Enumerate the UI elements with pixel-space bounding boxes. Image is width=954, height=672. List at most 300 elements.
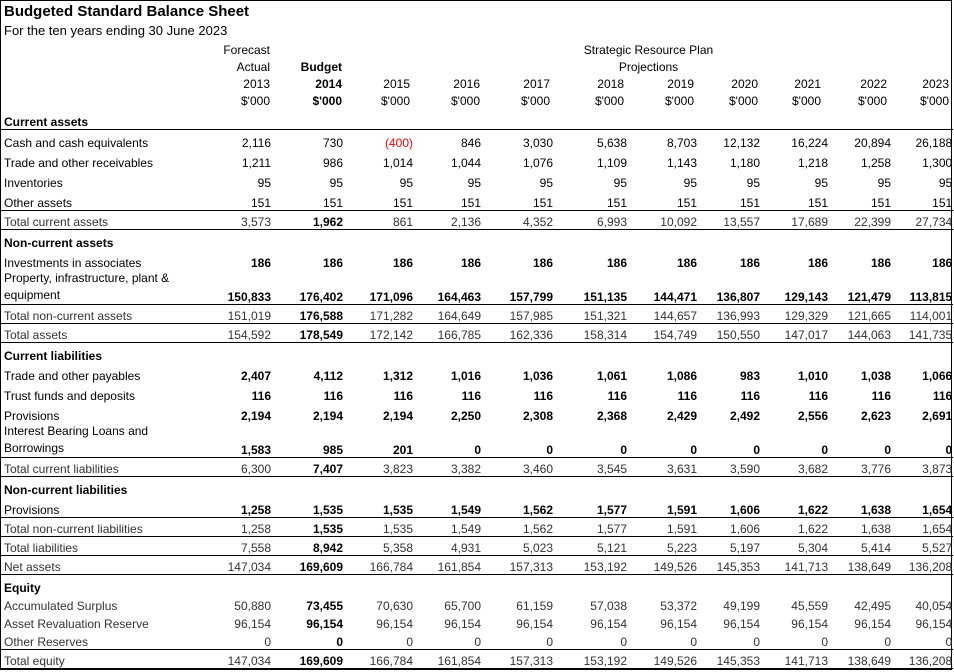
column-header-unit: $'000 [792, 94, 821, 108]
cell-value: 186 [250, 256, 271, 270]
row-label: Trade and other receivables [4, 156, 153, 170]
row-label: Interest Bearing Loans and Borrowings [4, 424, 149, 455]
cell-value: 186 [322, 256, 343, 270]
cell-value: 10,092 [628, 211, 698, 230]
cell-value: 2,116 [206, 130, 272, 151]
cell-value: 3,590 [698, 458, 761, 477]
table-row [1, 250, 953, 270]
cell-value: 61,159 [516, 599, 553, 613]
cell-value: 26,188 [892, 130, 953, 151]
cell-value: 3,460 [482, 458, 554, 477]
section-header [1, 109, 953, 130]
column-header-l2 [451, 59, 480, 76]
cell-value: 171,096 [369, 290, 413, 304]
cell-value: 1,535 [312, 503, 343, 517]
cell-value: 1,044 [450, 156, 481, 170]
row-label: Inventories [4, 176, 63, 190]
cell-value: 0 [884, 635, 891, 649]
cell-value: 95 [539, 176, 553, 190]
cell-value: 983 [739, 369, 760, 383]
cell-value: 730 [272, 130, 344, 151]
cell-value: 22,399 [829, 211, 892, 230]
cell-value: 5,527 [892, 537, 953, 556]
row-label: Trust funds and deposits [4, 389, 135, 403]
cell-value: 3,382 [414, 458, 482, 477]
cell-value: 70,630 [376, 599, 413, 613]
cell-value: 7,407 [272, 458, 344, 477]
column-header-unit: $'000 [920, 94, 949, 108]
row-label: Accumulated Surplus [4, 599, 118, 613]
cell-value: 2,429 [666, 409, 697, 423]
row-label: Investments in associates [4, 256, 142, 270]
row-label: Cash and cash equivalents [1, 130, 206, 151]
cell-value: 2,194 [240, 409, 271, 423]
cell-value: 53,372 [660, 599, 697, 613]
cell-value: 0 [336, 635, 343, 649]
cell-value: 147,034 [206, 650, 272, 669]
cell-value: 96,154 [723, 617, 760, 631]
row-label: Total equity [1, 650, 206, 669]
cell-value: 1,535 [272, 518, 344, 537]
cell-value: 1,606 [729, 503, 760, 517]
section-label: Current liabilities [4, 349, 103, 363]
cell-value: 154,592 [206, 324, 272, 343]
section-label: Current assets [4, 115, 89, 129]
balance-table [1, 109, 953, 669]
cell-value: 149,526 [628, 650, 698, 669]
column-header-unit: $'000 [595, 94, 624, 108]
cell-value: 151 [322, 196, 343, 210]
cell-value: 96,154 [791, 617, 828, 631]
cell-value: 2,194 [382, 409, 413, 423]
cell-value: 147,034 [206, 556, 272, 575]
cell-value: 116 [533, 389, 553, 403]
section-header [1, 230, 953, 251]
total-row [1, 631, 953, 650]
cell-value: 1,638 [829, 518, 892, 537]
cell-value: 2,623 [860, 409, 891, 423]
cell-value: 861 [344, 211, 414, 230]
sheet-subtitle: For the ten years ending 30 June 2023 [4, 23, 228, 38]
cell-value: 116 [393, 389, 413, 403]
cell-value: 0 [821, 443, 828, 457]
cell-value: 95 [467, 176, 481, 190]
cell-value: 1,583 [240, 443, 271, 457]
cell-value: 1,180 [729, 156, 760, 170]
cell-value: 162,336 [482, 324, 554, 343]
cell-value: 1,010 [797, 369, 828, 383]
cell-value: 13,557 [698, 211, 761, 230]
cell-value: 114,001 [892, 305, 953, 324]
cell-value: 169,609 [272, 556, 344, 575]
cell-value: 1,016 [450, 369, 481, 383]
table-row [1, 270, 953, 305]
cell-value: 136,993 [698, 305, 761, 324]
cell-value: 2,194 [312, 409, 343, 423]
cell-value: 1,076 [522, 156, 553, 170]
cell-value: 121,479 [847, 290, 891, 304]
cell-value: 116 [871, 389, 891, 403]
row-label: Total liabilities [1, 537, 206, 556]
cell-value: 1,622 [797, 503, 828, 517]
cell-value: 201 [392, 443, 413, 457]
cell-value: 2,308 [522, 409, 553, 423]
column-header-l1 [792, 42, 821, 59]
cell-value: 151 [932, 196, 953, 210]
cell-value: 5,638 [554, 130, 628, 151]
cell-value: 157,985 [482, 305, 554, 324]
column-header-year: 2013 [243, 77, 270, 91]
cell-value: 3,873 [892, 458, 953, 477]
column-header-year: 2021 [794, 77, 821, 91]
cell-value: 96,154 [376, 617, 413, 631]
cell-value: 166,785 [414, 324, 482, 343]
cell-value: 171,282 [344, 305, 414, 324]
group-label-srp: Strategic Resource Plan [583, 43, 714, 57]
column-header-2014 [301, 42, 342, 110]
cell-value: 95 [877, 176, 891, 190]
cell-value: 0 [690, 443, 697, 457]
cell-value: 3,030 [482, 130, 554, 151]
cell-value: 0 [546, 635, 553, 649]
column-header-l1 [729, 42, 758, 59]
cell-value: 153,192 [554, 650, 628, 669]
column-header-l1 [381, 42, 410, 59]
cell-value: 158,314 [554, 324, 628, 343]
cell-value: 186 [606, 256, 627, 270]
column-header-2023 [920, 42, 949, 110]
cell-value: 1,962 [272, 211, 344, 230]
column-header-year: 2017 [523, 77, 550, 91]
cell-value: 1,562 [522, 503, 553, 517]
cell-value: 176,402 [299, 290, 343, 304]
table-row [1, 403, 953, 423]
cell-value: 1,014 [382, 156, 413, 170]
cell-value: 0 [620, 635, 627, 649]
cell-value: 161,854 [414, 556, 482, 575]
column-header-2020 [729, 42, 758, 110]
column-header-l1 [595, 42, 624, 59]
cell-value: 186 [532, 256, 553, 270]
cell-value: 151 [807, 196, 828, 210]
column-header-2015 [381, 42, 410, 110]
cell-value: 1,606 [698, 518, 761, 537]
cell-value: 186 [676, 256, 697, 270]
column-header-unit: $'000 [312, 94, 342, 108]
cell-value: 96,154 [660, 617, 697, 631]
column-header-2022 [858, 42, 887, 110]
cell-value: 149,526 [628, 556, 698, 575]
column-header-unit: $'000 [241, 94, 270, 108]
cell-value: 151 [532, 196, 553, 210]
section-label: Non-current assets [4, 236, 114, 250]
cell-value: 0 [884, 443, 891, 457]
section-header [1, 477, 953, 498]
cell-value: 166,784 [344, 650, 414, 669]
cell-value: 116 [808, 389, 828, 403]
cell-value: 3,682 [761, 458, 829, 477]
total-row [1, 537, 953, 556]
cell-value: 96,154 [854, 617, 891, 631]
cell-value: 186 [932, 256, 953, 270]
cell-value: 0 [264, 635, 271, 649]
total-row [1, 518, 953, 537]
column-header-l1: Forecast [223, 43, 270, 57]
cell-value: 1,622 [761, 518, 829, 537]
cell-value: 8,703 [628, 130, 698, 151]
cell-value: 141,713 [761, 650, 829, 669]
column-header-unit: $'000 [858, 94, 887, 108]
cell-value: 5,023 [482, 537, 554, 556]
cell-value: 45,559 [791, 599, 828, 613]
total-row [1, 305, 953, 324]
cell-value: 151 [870, 196, 891, 210]
cell-value: 129,143 [784, 290, 828, 304]
cell-value: 136,208 [892, 556, 953, 575]
column-header-year: 2016 [453, 77, 480, 91]
cell-value: 0 [474, 635, 481, 649]
cell-value: 1,300 [922, 156, 953, 170]
column-header-l1 [451, 42, 480, 59]
table-row [1, 383, 953, 403]
cell-value: 150,833 [227, 290, 271, 304]
cell-value: 166,784 [344, 556, 414, 575]
cell-value: 96,154 [915, 617, 953, 631]
column-header-l2 [381, 59, 410, 76]
cell-value: 178,549 [272, 324, 344, 343]
cell-value: 136,807 [716, 290, 760, 304]
cell-value: 157,313 [482, 650, 554, 669]
cell-value: 50,880 [234, 599, 271, 613]
column-header-2016 [451, 42, 480, 110]
section-label: Equity [4, 581, 41, 595]
cell-value: 95 [329, 176, 343, 190]
column-header-year: 2018 [597, 77, 624, 91]
row-label: Total non-current assets [1, 305, 206, 324]
column-header-2017 [521, 42, 550, 110]
cell-value: 116 [740, 389, 760, 403]
column-header-l2 [792, 59, 821, 76]
cell-value: 40,054 [915, 599, 953, 613]
cell-value: 20,894 [829, 130, 892, 151]
table-row [1, 170, 953, 190]
column-header-l1 [858, 42, 887, 59]
cell-value: 16,224 [761, 130, 829, 151]
cell-value: 157,799 [509, 290, 553, 304]
cell-value: 0 [406, 635, 413, 649]
cell-value: 1,638 [860, 503, 891, 517]
column-header-l2 [729, 59, 758, 76]
total-row [1, 556, 953, 575]
cell-value: 95 [746, 176, 760, 190]
cell-value: 5,414 [829, 537, 892, 556]
row-label: Total current assets [1, 211, 206, 230]
cell-value: 145,353 [698, 650, 761, 669]
table-row [1, 130, 953, 151]
row-label: Total assets [1, 324, 206, 343]
cell-value: 157,313 [482, 556, 554, 575]
cell-value: 151 [606, 196, 627, 210]
column-header-year: 2023 [922, 77, 949, 91]
column-header-l2 [920, 59, 949, 76]
row-label: Trade and other payables [4, 369, 141, 383]
cell-value: 141,735 [892, 324, 953, 343]
cell-value: 169,609 [272, 650, 344, 669]
cell-value: 3,545 [554, 458, 628, 477]
cell-value: 96,154 [234, 617, 271, 631]
cell-value: 172,142 [344, 324, 414, 343]
cell-value: 4,352 [482, 211, 554, 230]
cell-value: 164,649 [414, 305, 482, 324]
cell-value: 95 [613, 176, 627, 190]
column-header-year: 2015 [383, 77, 410, 91]
cell-value: 151,135 [583, 290, 627, 304]
table-row [1, 150, 953, 170]
cell-value: 95 [683, 176, 697, 190]
cell-value: 116 [251, 389, 271, 403]
column-header-unit: $'000 [729, 94, 758, 108]
cell-value: 186 [807, 256, 828, 270]
cell-value: 0 [821, 635, 828, 649]
cell-value: 1,061 [596, 369, 627, 383]
cell-value: 7,558 [206, 537, 272, 556]
sheet-title: Budgeted Standard Balance Sheet [4, 3, 250, 20]
cell-value: 0 [546, 443, 553, 457]
cell-value: 164,463 [437, 290, 481, 304]
cell-value: 2,691 [922, 409, 953, 423]
cell-value: 5,223 [628, 537, 698, 556]
section-header [1, 343, 953, 364]
cell-value: 42,495 [854, 599, 891, 613]
cell-value: (400) [344, 130, 414, 151]
cell-value: 176,588 [272, 305, 344, 324]
row-label: Asset Revaluation Reserve [4, 617, 149, 631]
cell-value: 0 [474, 443, 481, 457]
cell-value: 57,038 [590, 599, 627, 613]
row-label: Net assets [1, 556, 206, 575]
cell-value: 2,250 [450, 409, 481, 423]
cell-value: 1,258 [860, 156, 891, 170]
row-label: Total non-current liabilities [1, 518, 206, 537]
cell-value: 129,329 [761, 305, 829, 324]
total-row [1, 458, 953, 477]
cell-value: 1,549 [414, 518, 482, 537]
cell-value: 151 [250, 196, 271, 210]
cell-value: 6,993 [554, 211, 628, 230]
cell-value: 96,154 [590, 617, 627, 631]
cell-value: 846 [414, 130, 482, 151]
column-header-l1 [920, 42, 949, 59]
cell-value: 0 [753, 635, 760, 649]
column-header-unit: $'000 [521, 94, 550, 108]
table-row [1, 497, 953, 518]
cell-value: 2,556 [797, 409, 828, 423]
cell-value: 186 [870, 256, 891, 270]
column-header-unit: $'000 [665, 94, 694, 108]
cell-value: 161,854 [414, 650, 482, 669]
cell-value: 144,063 [829, 324, 892, 343]
cell-value: 1,549 [450, 503, 481, 517]
cell-value: 1,577 [554, 518, 628, 537]
column-header-unit: $'000 [381, 94, 410, 108]
column-header-l1 [665, 42, 694, 59]
cell-value: 116 [607, 389, 627, 403]
cell-value: 116 [932, 389, 953, 403]
cell-value: 150,550 [698, 324, 761, 343]
cell-value: 1,258 [240, 503, 271, 517]
cell-value: 95 [814, 176, 828, 190]
cell-value: 985 [322, 443, 343, 457]
cell-value: 116 [677, 389, 697, 403]
cell-value: 12,132 [698, 130, 761, 151]
cell-value: 1,654 [892, 518, 953, 537]
cell-value: 151 [392, 196, 413, 210]
cell-value: 141,713 [761, 556, 829, 575]
total-row [1, 650, 953, 669]
row-label: Property, infrastructure, plant & equipment [4, 271, 170, 302]
column-header-year: 2019 [667, 77, 694, 91]
cell-value: 0 [690, 635, 697, 649]
cell-value: 138,649 [829, 556, 892, 575]
cell-value: 1,109 [596, 156, 627, 170]
row-label: Other Reserves [4, 635, 89, 649]
cell-value: 4,931 [414, 537, 482, 556]
cell-value: 144,657 [628, 305, 698, 324]
cell-value: 145,353 [698, 556, 761, 575]
cell-value: 0 [620, 443, 627, 457]
row-label: Other assets [4, 196, 73, 210]
cell-value: 2,407 [240, 369, 271, 383]
cell-value: 1,535 [344, 518, 414, 537]
column-header-l1 [301, 42, 342, 59]
cell-value: 1,535 [382, 503, 413, 517]
cell-value: 186 [392, 256, 413, 270]
cell-value: 1,258 [206, 518, 272, 537]
cell-value: 8,942 [272, 537, 344, 556]
cell-value: 1,562 [482, 518, 554, 537]
cell-value: 116 [461, 389, 481, 403]
cell-value: 3,573 [206, 211, 272, 230]
cell-value: 6,300 [206, 458, 272, 477]
column-header-year: 2022 [860, 77, 887, 91]
cell-value: 73,455 [306, 599, 343, 613]
cell-value: 96,154 [306, 617, 343, 631]
cell-value: 4,112 [313, 369, 343, 383]
column-header-l1 [521, 42, 550, 59]
table-row [1, 190, 953, 211]
cell-value: 151 [739, 196, 760, 210]
group-label-projections: Projections [618, 60, 679, 74]
column-header-l2: Actual [236, 60, 270, 74]
cell-value: 3,776 [829, 458, 892, 477]
cell-value: 0 [753, 443, 760, 457]
column-header-2021 [792, 42, 821, 110]
cell-value: 2,136 [414, 211, 482, 230]
cell-value: 1,591 [666, 503, 697, 517]
cell-value: 186 [460, 256, 481, 270]
cell-value: 65,700 [444, 599, 481, 613]
cell-value: 96,154 [444, 617, 481, 631]
cell-value: 986 [322, 156, 343, 170]
column-header-l2 [665, 59, 694, 76]
total-row [1, 324, 953, 343]
row-label: Provisions [4, 503, 60, 517]
column-header-l2 [858, 59, 887, 76]
cell-value: 3,631 [628, 458, 698, 477]
cell-value: 138,649 [829, 650, 892, 669]
row-label: Total current liabilities [1, 458, 206, 477]
cell-value: 1,591 [628, 518, 698, 537]
